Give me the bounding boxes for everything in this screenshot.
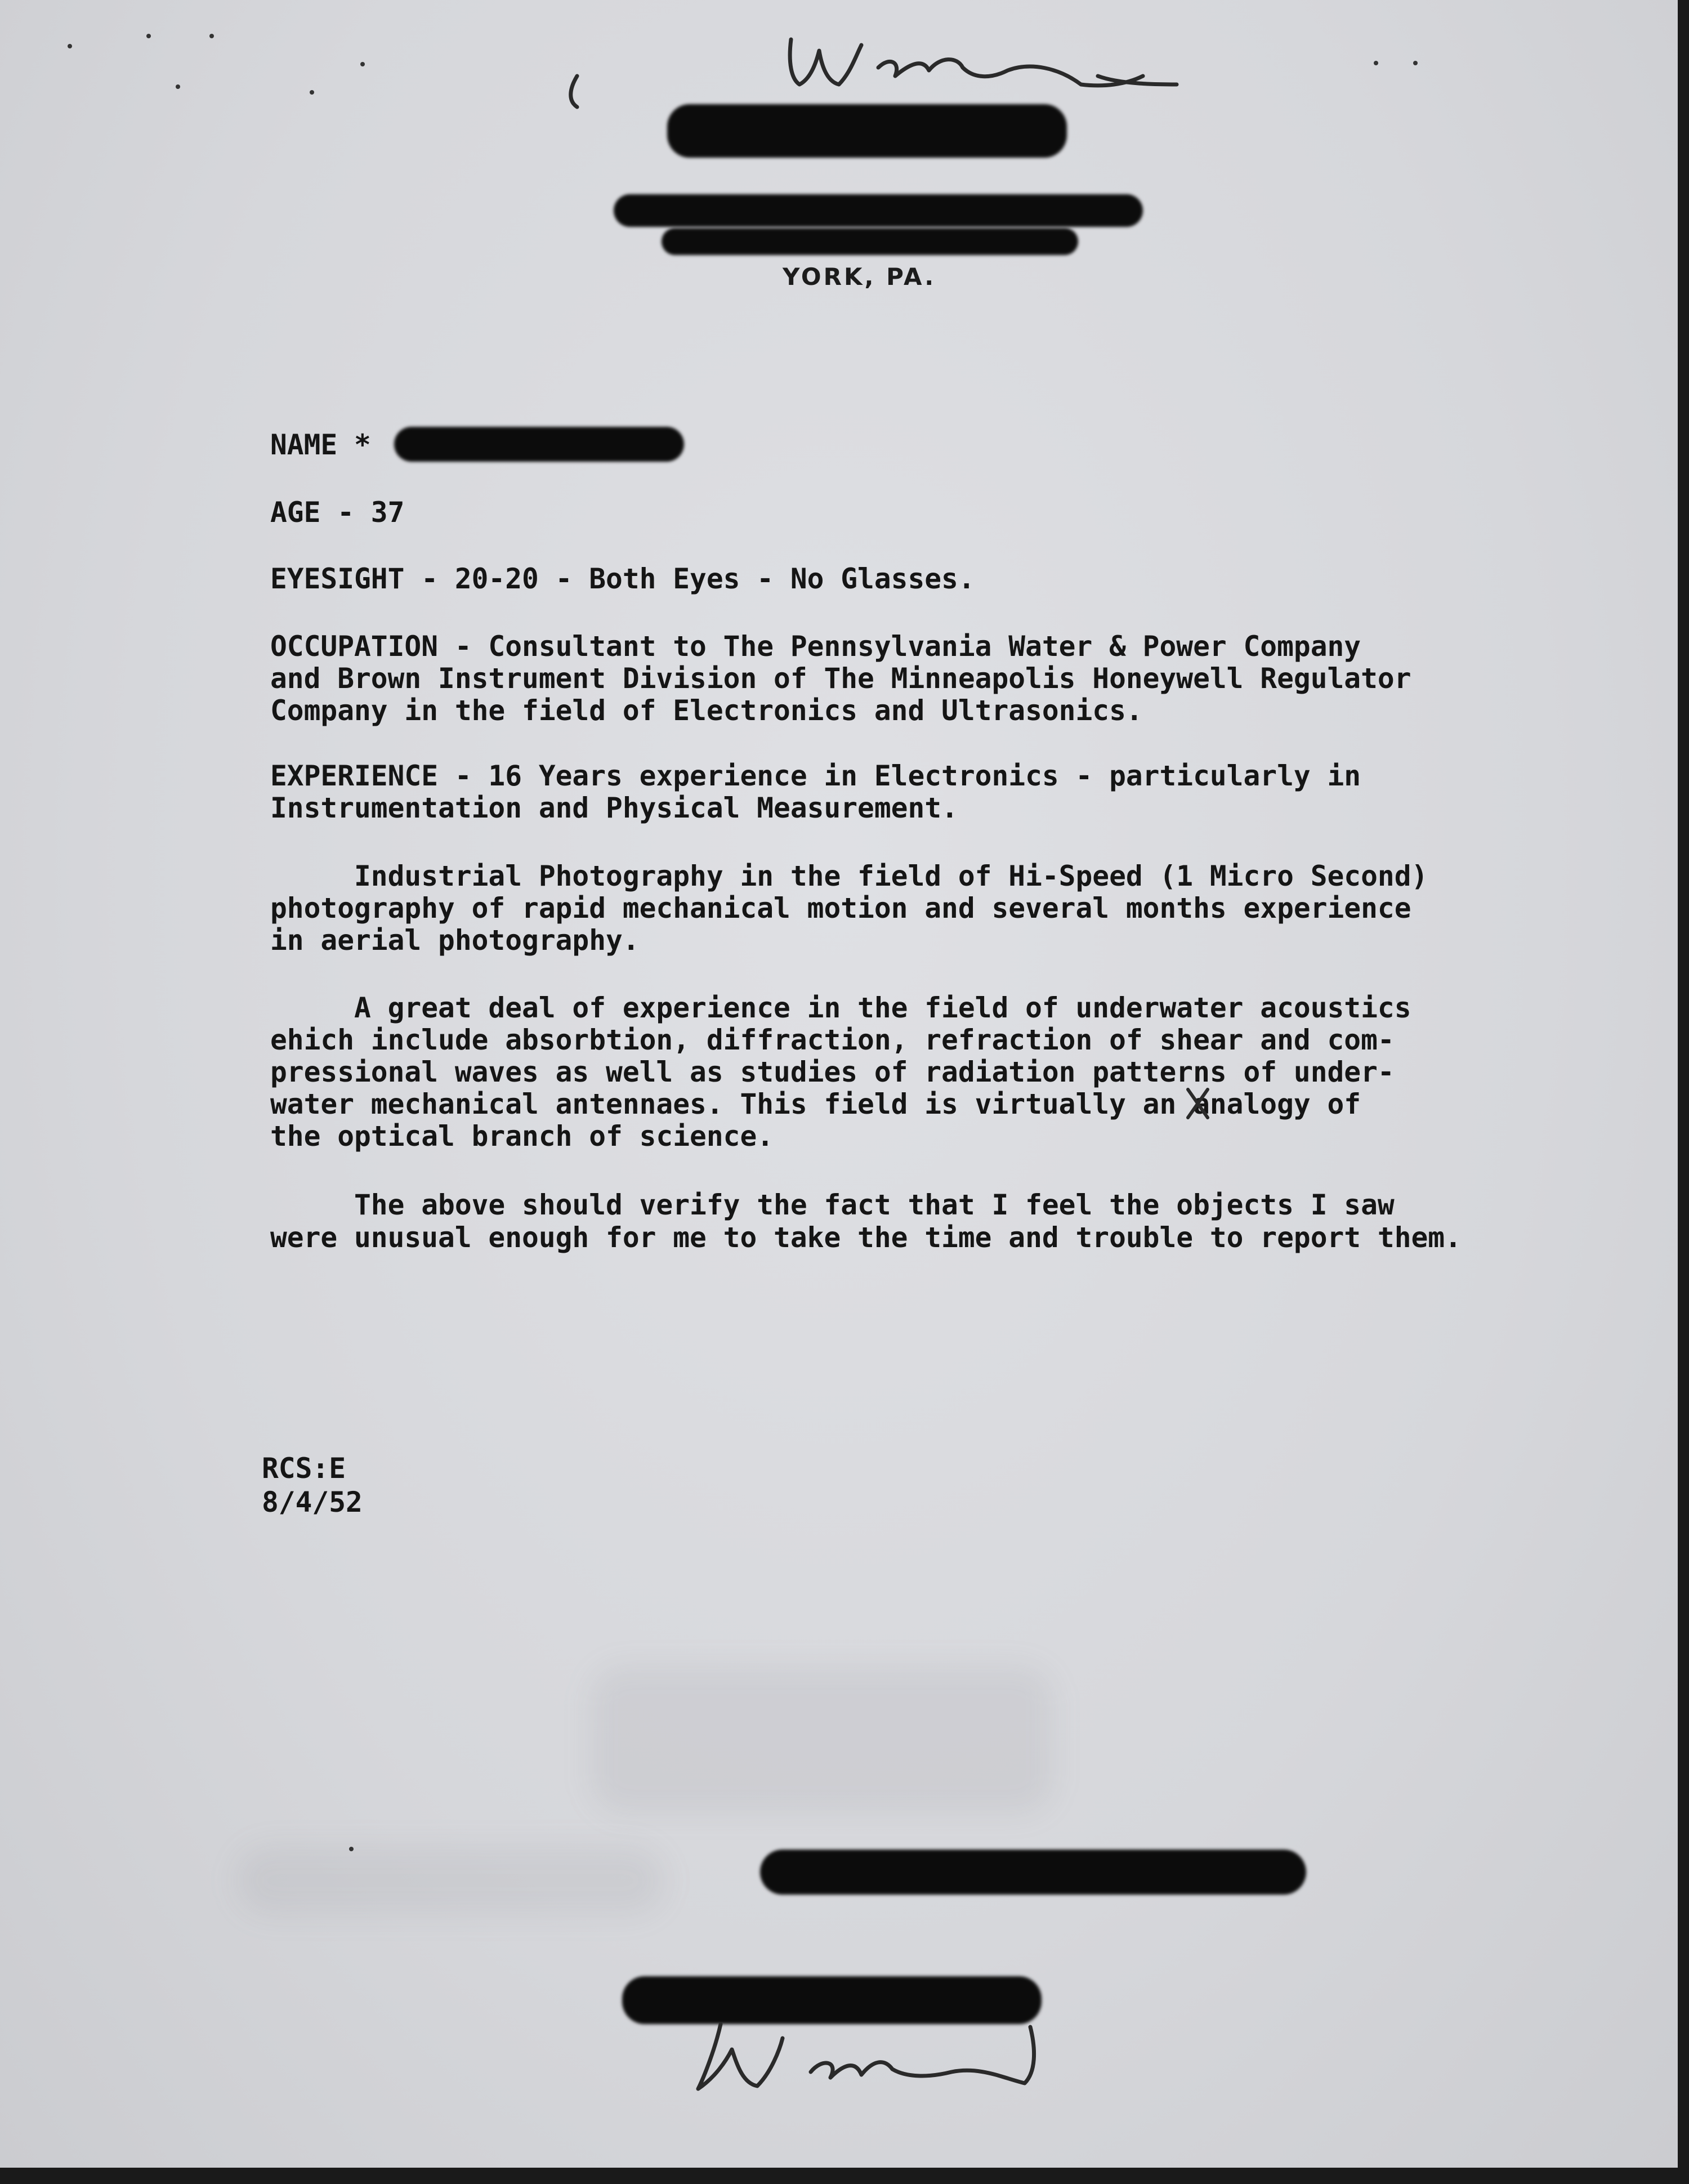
- acoustics-line-2: ehich include absorbtion, diffraction, refraction of shear and com-: [270, 1024, 1395, 1056]
- speck: [349, 1847, 354, 1851]
- handwritten-initials-bottom: [698, 2024, 1034, 2089]
- photography-line-2: photography of rapid mechanical motion and several months experience: [270, 892, 1411, 924]
- letterhead-location: YORK, PA.: [783, 263, 936, 291]
- redaction-bar-letterhead-3: [662, 228, 1078, 255]
- redaction-bar-letterhead-1: [667, 104, 1067, 158]
- photography-line-1: Industrial Photography in the field of Hi-Speed (1 Micro Second): [270, 860, 1428, 892]
- speck: [1413, 61, 1418, 65]
- speck: [68, 44, 72, 48]
- speck: [209, 34, 214, 38]
- photography-line-3: in aerial photography.: [270, 924, 640, 957]
- speck: [360, 62, 365, 66]
- experience-line-2: Instrumentation and Physical Measurement.: [270, 792, 958, 824]
- experience-line-1: EXPERIENCE - 16 Years experience in Electronics - particularly in: [270, 760, 1361, 792]
- handwritten-initials-top: [571, 39, 1177, 107]
- occupation-line-3: Company in the field of Electronics and Ultrasonics.: [270, 694, 1143, 727]
- redaction-bar-name: [394, 427, 684, 462]
- eyesight-line: EYESIGHT - 20-20 - Both Eyes - No Glasses.: [270, 562, 975, 595]
- speck: [146, 34, 151, 38]
- acoustics-line-5: the optical branch of science.: [270, 1120, 774, 1153]
- speck: [1374, 61, 1378, 65]
- occupation-line-1: OCCUPATION - Consultant to The Pennsylvania Water & Power Company: [270, 630, 1361, 663]
- acoustics-line-4: water mechanical antennaes. This field is virtually an analogy of: [270, 1088, 1361, 1120]
- document-date: 8/4/52: [262, 1486, 363, 1518]
- age-line: AGE - 37: [270, 496, 405, 529]
- occupation-line-2: and Brown Instrument Division of The Minneapolis Honeywell Regulator: [270, 662, 1411, 695]
- closing-line-2: were unusual enough for me to take the time and trouble to report them.: [270, 1221, 1462, 1254]
- redaction-bar-bottom-1: [760, 1850, 1306, 1895]
- closing-line-1: The above should verify the fact that I feel the objects I saw: [270, 1189, 1395, 1221]
- typist-initials: RCS:E: [262, 1452, 346, 1485]
- acoustics-line-3: pressional waves as well as studies of radiation patterns of under-: [270, 1056, 1395, 1088]
- redaction-bar-letterhead-2: [614, 194, 1143, 227]
- speck: [176, 84, 180, 89]
- speck: [310, 90, 314, 95]
- acoustics-line-1: A great deal of experience in the field of underwater acoustics: [270, 991, 1411, 1024]
- redaction-bar-bottom-2: [622, 1976, 1042, 2024]
- bleed-through-smudge-lower: [236, 1847, 664, 1914]
- name-label: NAME *: [270, 428, 371, 461]
- bleed-through-smudge: [591, 1667, 1053, 1813]
